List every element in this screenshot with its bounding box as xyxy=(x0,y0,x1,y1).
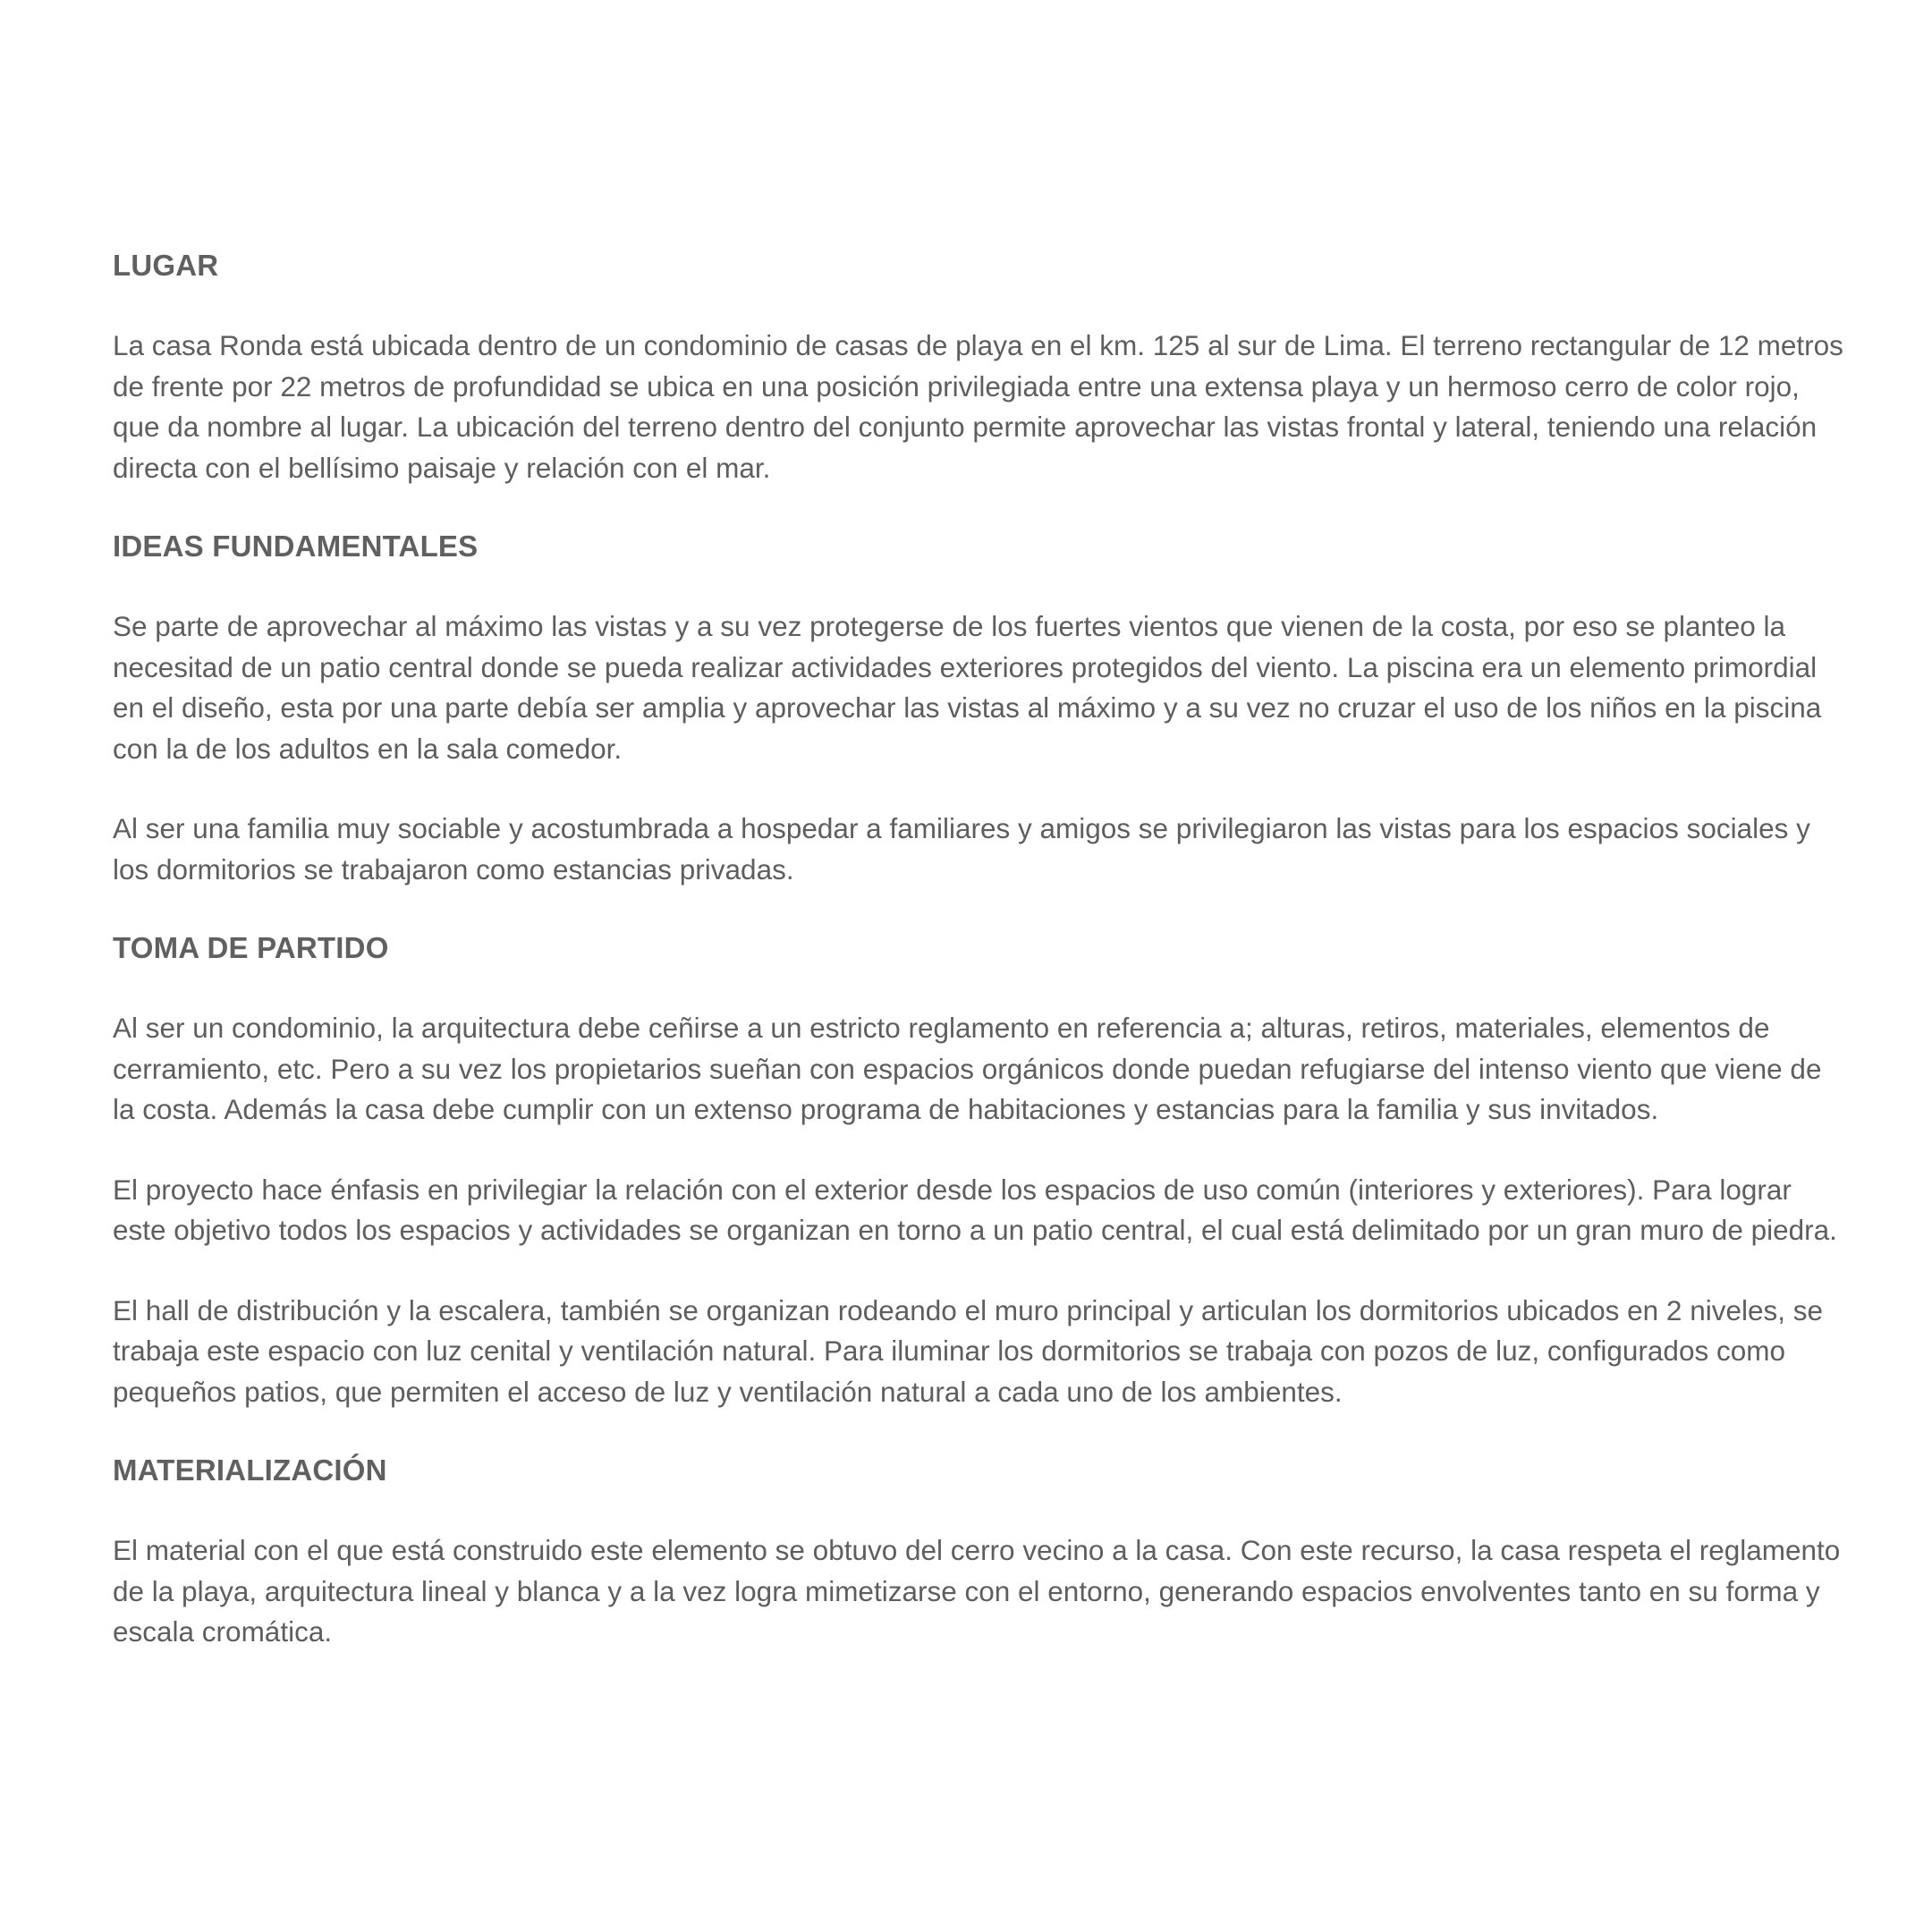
paragraph-partido-3: El hall de distribución y la escalera, también se organizan rodeando el muro principal y articulan los dormitorios ubicados en 2 niveles, se trabaja este espacio con luz cenital y ventilación natural. Para iluminar los dormitorios se trabaja con pozos de luz, configurados como pequeños patios, que permiten el acceso de luz y ventilación natural a cada uno de los ambientes. xyxy=(113,1293,1824,1408)
paragraph-partido-2: El proyecto hace énfasis en privilegiar la relación con el exterior desde los espacios de uso común (interiores y exteriores). Para lograr este objetivo todos los espacios y actividades se organizan en torno a un patio central, el cual está delimitado por un gran muro de piedra. xyxy=(113,1173,1837,1246)
section-heading-ideas-fundamentales: IDEAS FUNDAMENTALES xyxy=(113,530,479,563)
paragraph-partido-1: Al ser un condominio, la arquitectura debe ceñirse a un estricto reglamento en referencia a; alturas, retiros, materiales, elementos de cerramiento, etc. Pero a su vez los propietarios sueñan con espacios orgánicos donde puedan refugiarse del intenso viento que viene de la costa. Además la casa debe cumplir con un extenso programa de habitaciones y estancias para la familia y sus invitados. xyxy=(113,1012,1822,1125)
section-heading-materializacion: MATERIALIZACIÓN xyxy=(113,1453,387,1487)
section-heading-lugar: LUGAR xyxy=(113,249,219,282)
paragraph-ideas-2: Al ser una familia muy sociable y acostumbrada a hospedar a familiares y amigos se privilegiaron las vistas para los espacios sociales y los dormitorios se trabajaron como estancias privadas. xyxy=(113,812,1810,886)
document-body xyxy=(113,243,1848,1653)
section-heading-toma-de-partido: TOMA DE PARTIDO xyxy=(113,931,389,964)
paragraph-ideas-1: Se parte de aprovechar al máximo las vistas y a su vez protegerse de los fuertes vientos que vienen de la costa, por eso se planteo la necesitad de un patio central donde se pueda realizar actividades exteriores protegidos del viento. La piscina era un elemento primordial en el diseño, esta por una parte debía ser amplia y aprovechar las vistas al máximo y a su vez no cruzar el uso de los niños en la piscina con la de los adultos en la sala comedor. xyxy=(113,610,1822,765)
paragraph-materializacion-1: El material con el que está construido este elemento se obtuvo del cerro vecino a la casa. Con este recurso, la casa respeta el reglamento de la playa, arquitectura lineal y blanca y a la vez logra mimetizarse con el entorno, generando espacios envolventes tanto en su forma y escala cromática. xyxy=(113,1534,1841,1648)
paragraph-lugar-1: La casa Ronda está ubicada dentro de un condominio de casas de playa en el km. 125 al sur de Lima. El terreno rectangular de 12 metros de frente por 22 metros de profundidad se ubica en una posición privilegiada entre una extensa playa y un hermoso cerro de color rojo, que da nombre al lugar. La ubicación del terreno dentro del conjunto permite aprovechar las vistas frontal y lateral, teniendo una relación directa con el bellísimo paisaje y relación con el mar. xyxy=(113,329,1843,484)
